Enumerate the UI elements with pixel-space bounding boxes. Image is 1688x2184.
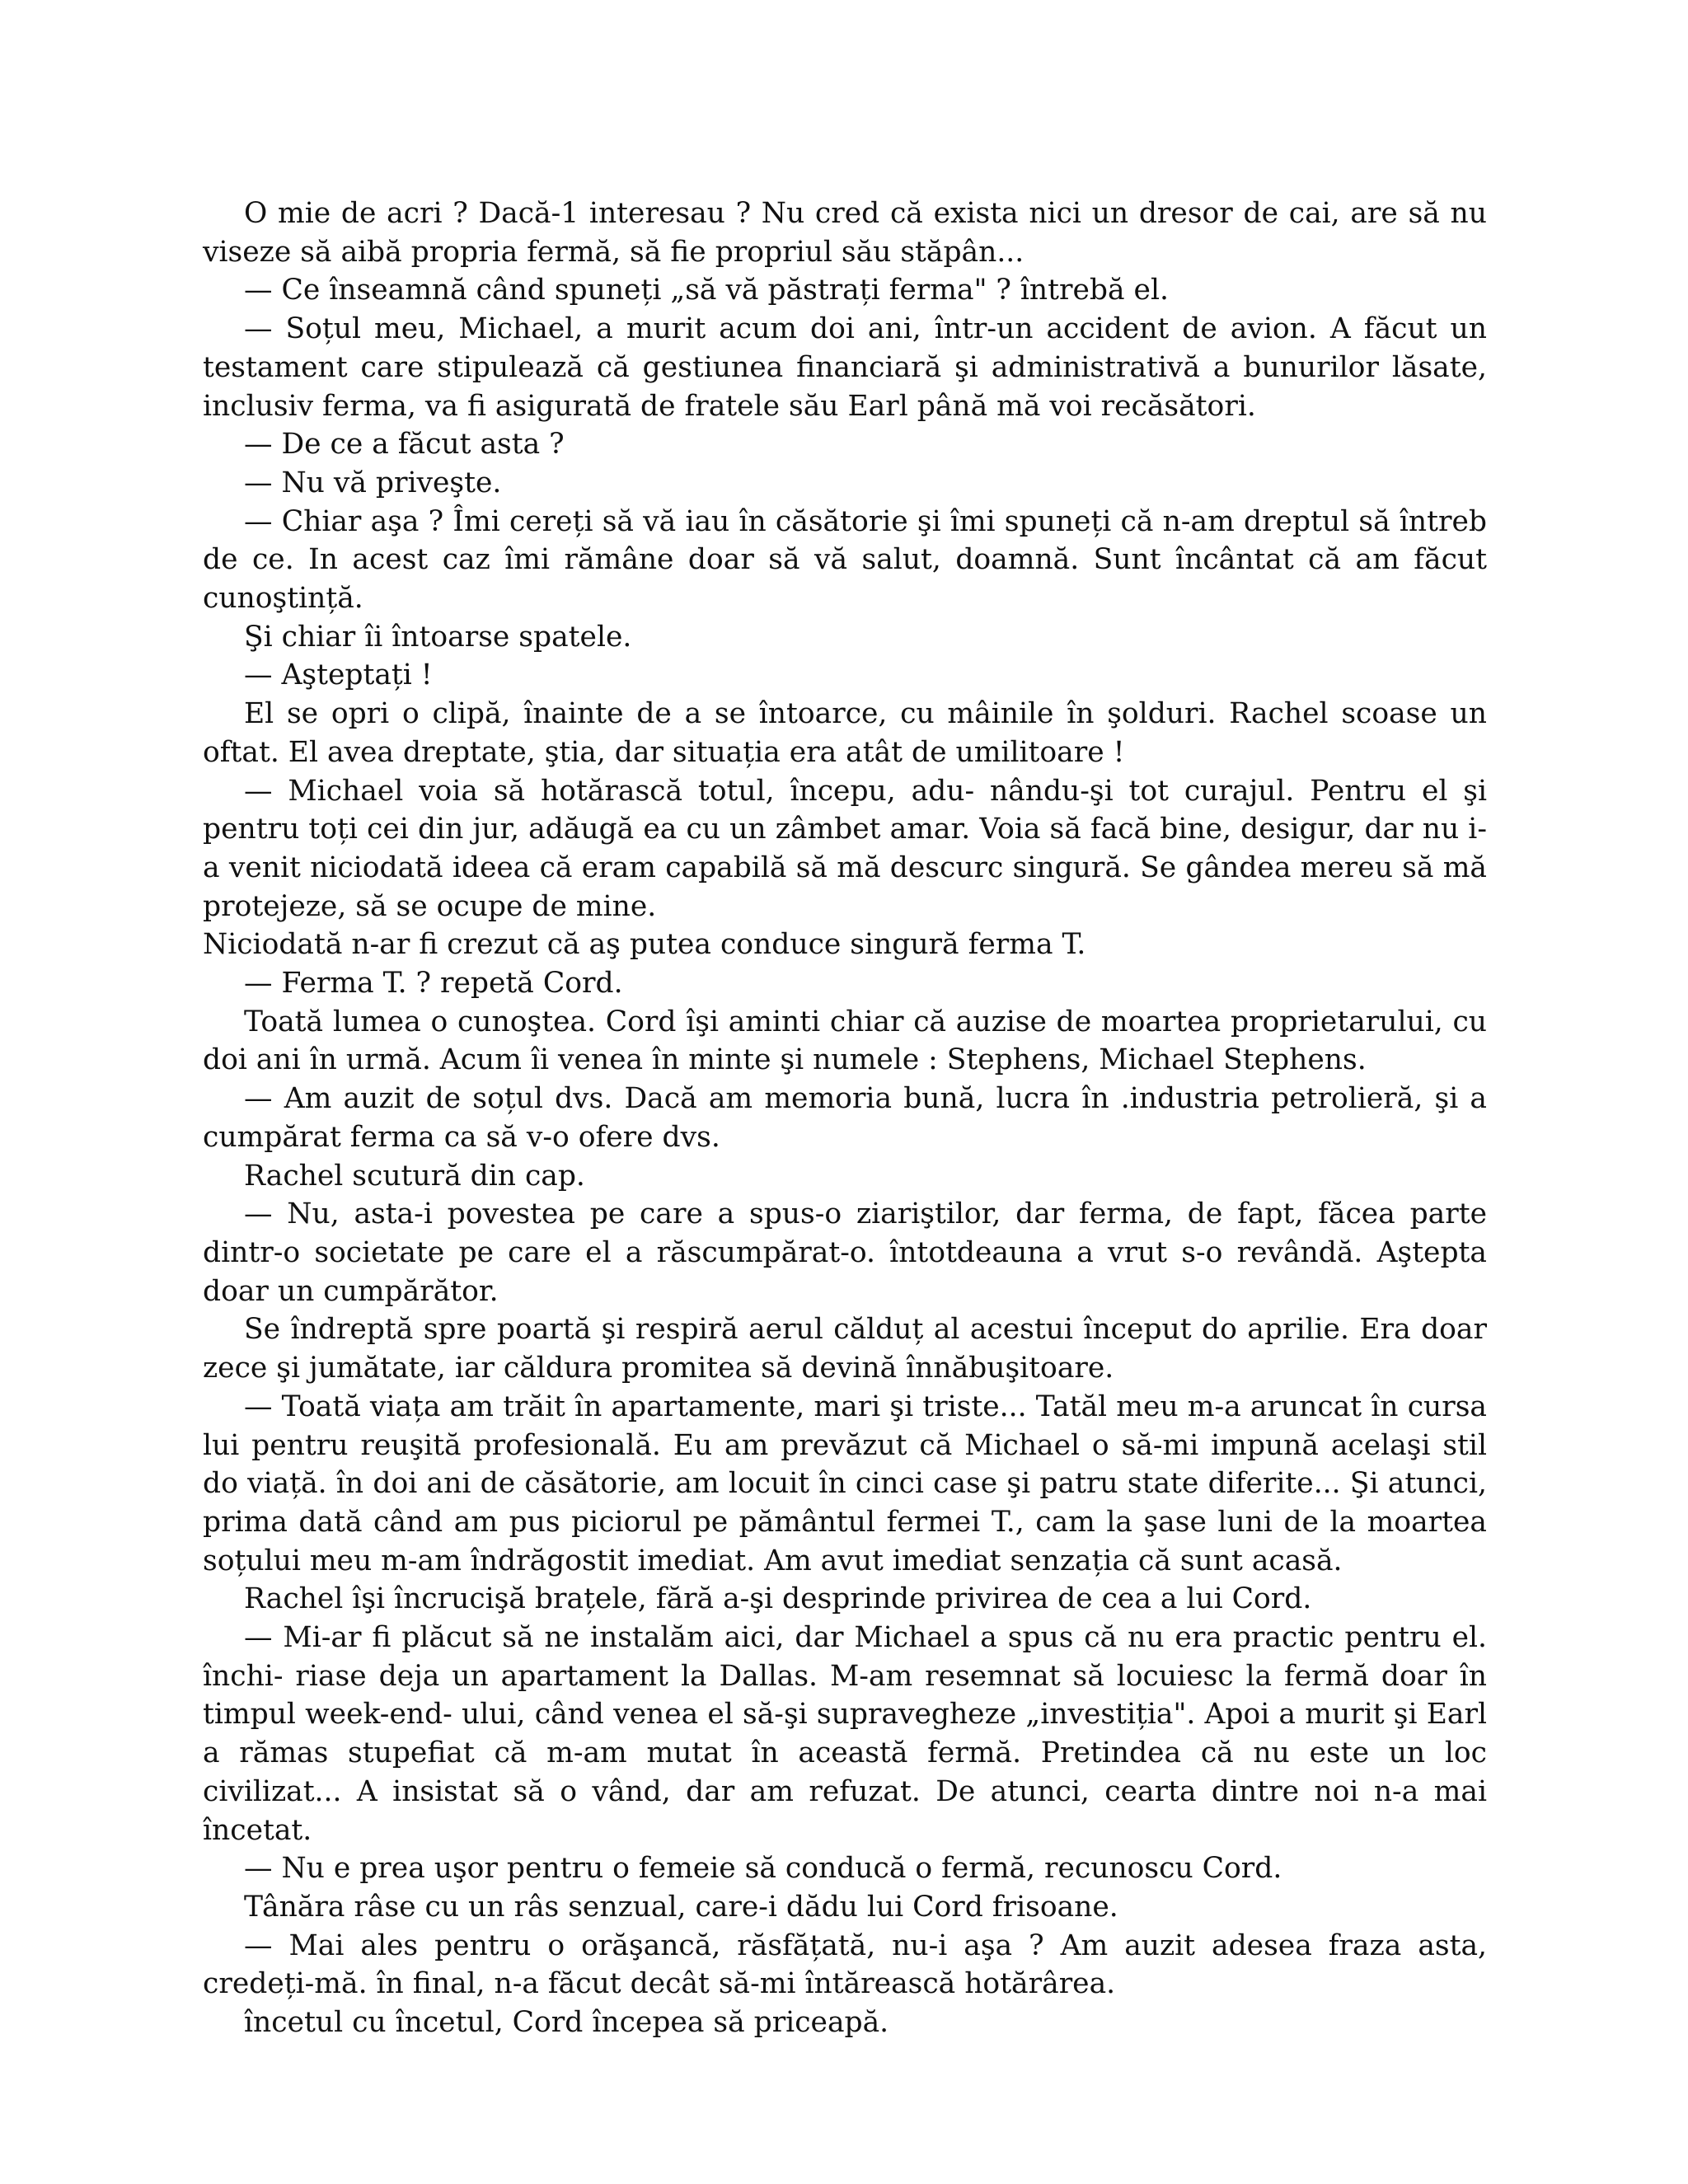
paragraph: Se îndreptă spre poartă şi respiră aerul călduț al acestui început do aprilie. Era doar zece şi jumătate, iar căldura promitea să devină înnăbuşitoare. [203,1313,1487,1385]
paragraph: — Mi-ar fi plăcut să ne instalăm aici, dar Michael a spus că nu era practic pentru el. închi- riase deja un apartament la Dallas. M-am resemnat să locuiesc la fermă doar în timpul week-end- ului, când venea el să-şi supravegheze „investiția". Apoi a murit şi Earl a rămas stupefiat că m-am mutat în această fermă. Pretindea că nu este un loc civilizat... A insistat să o vând, dar am refuzat. De atunci, cearta dintre noi n-a mai încetat. [203,1621,1487,1847]
paragraph: — Nu vă priveşte. [244,466,502,499]
paragraph: — Ferma T. ? repetă Cord. [244,967,623,1001]
paragraph: Tânăra râse cu un râs senzual, care-i dădu lui Cord frisoane. [244,1890,1118,1924]
paragraph: El se opri o clipă, înainte de a se întoarce, cu mâinile în şolduri. Rachel scoase un oftat. El avea dreptate, ştia, dar situația era atât de umilitoare ! [203,697,1487,769]
paragraph: — Toată viața am trăit în apartamente, mari şi triste... Tatăl meu m-a aruncat în cursa lui pentru reuşită profesională. Eu am prevăzut că Michael o să-mi impună acelaşi stil do viață. în doi ani de căsătorie, am locuit în cinci case şi patru state diferite... Şi atunci, prima dată când am pus piciorul pe pământul fermei T., cam la şase luni de la moartea soțului meu m-am îndrăgostit imediat. Am avut imediat senzația că sunt acasă. [203,1390,1487,1577]
paragraph: încetul cu încetul, Cord începea să priceapă. [244,2006,889,2040]
paragraph: — Chiar aşa ? Îmi cereți să vă iau în căsătorie şi îmi spuneți că n-am dreptul să întreb de ce. In acest caz îmi rămâne doar să vă salut, doamnă. Sunt încântat că am făcut cunoştință. [203,504,1487,616]
paragraph: Niciodată n-ar fi crezut că aş putea conduce singură ferma T. [203,928,1086,962]
paragraph: Toată lumea o cunoştea. Cord îşi aminti chiar că auzise de moartea proprietarului, cu doi ani în urmă. Acum îi venea în minte şi numele : Stephens, Michael Stephens. [203,1005,1487,1077]
paragraph: — Soțul meu, Michael, a murit acum doi ani, într-un accident de avion. A făcut un testament care stipulează că gestiunea financiară şi administrativă a bunurilor lăsate, inclusiv ferma, va fi asigurată de fratele său Earl până mă voi recăsători. [203,312,1487,423]
paragraph: Şi chiar îi întoarse spatele. [244,620,632,654]
paragraph: — De ce a făcut asta ? [244,428,565,462]
paragraph: — Michael voia să hotărască totul, începu, adu- nându-şi tot curajul. Pentru el şi pentru toți cei din jur, adăugă ea cu un zâmbet amar. Voia să facă bine, desigur, dar nu i-a venit niciodată ideea că eram capabilă să mă descurc singură. Se gândea mereu să mă protejeze, să se ocupe de mine. [203,774,1487,923]
paragraph: — Ce înseamnă când spuneți „să vă păstrați ferma" ? întrebă el. [244,274,1169,307]
paragraph: — Nu, asta-i povestea pe care a spus-o ziariştilor, dar ferma, de fapt, făcea parte dintr-o societate pe care el a răscumpărat-o. întotdeauna a vrut s-o revândă. Aştepta doar un cumpărător. [203,1197,1487,1308]
paragraph: — Nu e prea uşor pentru o femeie să conducă o fermă, recunoscu Cord. [244,1852,1282,1886]
paragraph: O mie de acri ? Dacă-1 interesau ? Nu cred că exista nici un dresor de cai, are să nu viseze să aibă propria fermă, să fie propriul său stăpân... [203,197,1487,269]
text-body [203,194,1487,2042]
paragraph: — Mai ales pentru o orăşancă, răsfățată, nu-i aşa ? Am auzit adesea fraza asta, credeți-mă. în final, n-a făcut decât să-mi întărească hotărârea. [203,1929,1487,2001]
paragraph: — Am auzit de soțul dvs. Dacă am memoria bună, lucra în .industria petrolieră, şi a cumpărat ferma ca să v-o ofere dvs. [203,1082,1487,1154]
paragraph: Rachel scutură din cap. [244,1159,585,1193]
paragraph: — Aşteptați ! [244,658,433,692]
paragraph: Rachel îşi încrucişă brațele, fără a-şi desprinde privirea de cea a lui Cord. [244,1582,1312,1616]
